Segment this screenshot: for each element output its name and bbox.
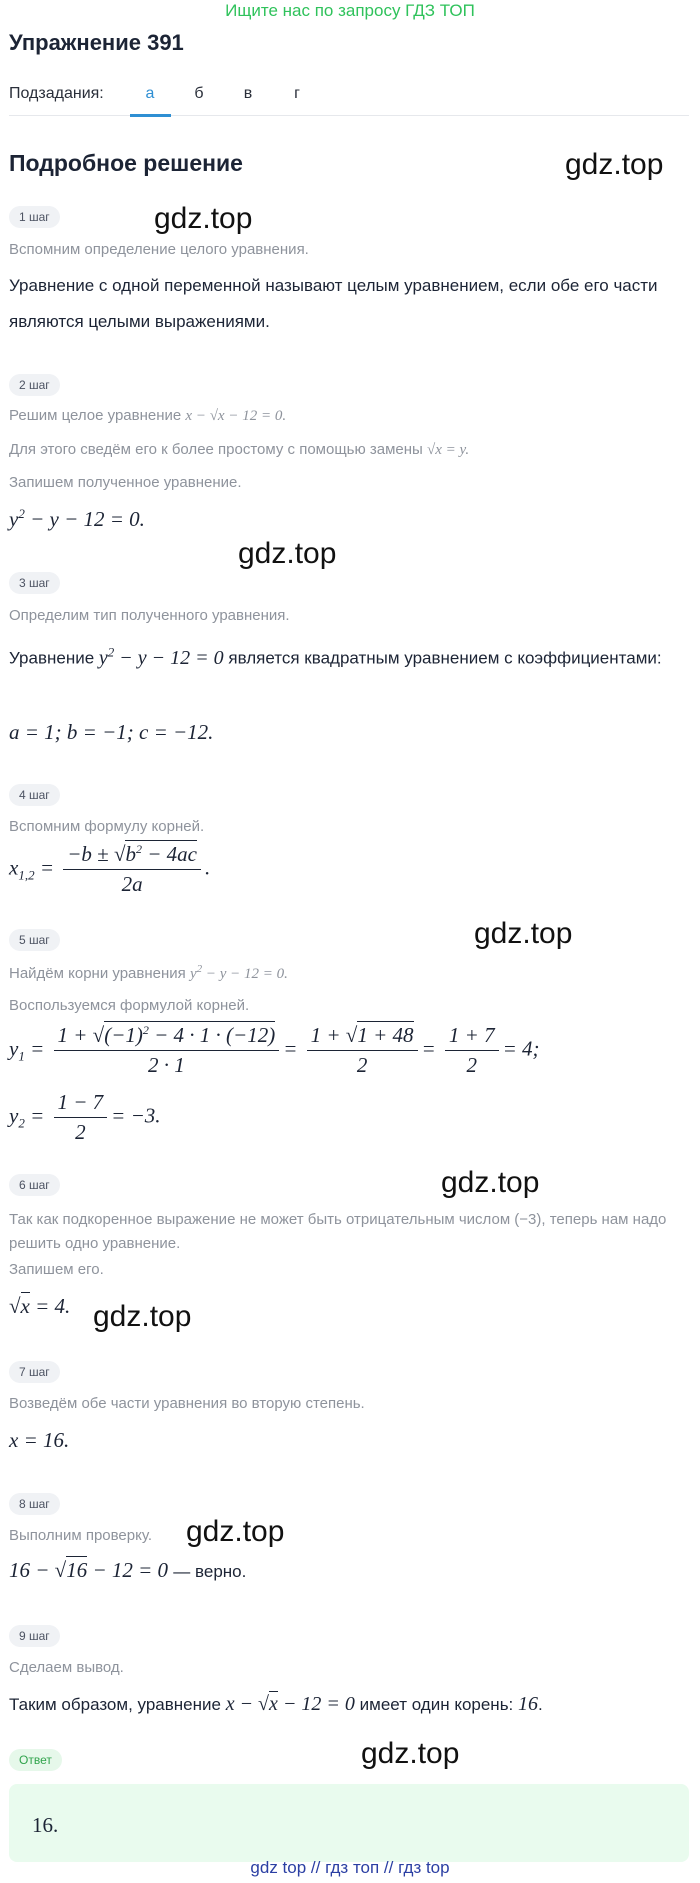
roots-formula: $x_{1,2}$ = $\frac{-b \pm √b^2 - 4ac}{2a}$ .	[9, 842, 211, 896]
step-hint: Решим целое уравнение x − √x − 12 = 0.	[9, 407, 287, 424]
watermark: gdz.top	[93, 1300, 192, 1333]
step-hint: Воспользуемся формулой корней.	[9, 997, 250, 1014]
watermark: gdz.top	[238, 537, 337, 570]
answer-box	[9, 1784, 689, 1862]
subtasks-label: Подзадания:	[9, 85, 104, 102]
step-hint: Для этого сведём его к более простому с помощью замены √x = y.	[9, 441, 470, 458]
check-equation: 16 − √16 − 12 = 0 — верно.	[9, 1558, 247, 1582]
equation: x = 16.	[9, 1428, 70, 1452]
section-title: Подробное решение	[9, 150, 243, 176]
step-hint: Найдём корни уравнения $y^2 - y - 12 = 0$.	[9, 963, 288, 982]
step-badge: 3 шаг	[9, 572, 60, 594]
step-hint: Так как подкоренное выражение не может быть отрицательным числом (−3), теперь нам надо решить одно уравнение.	[9, 1211, 667, 1252]
step-badge: 5 шаг	[9, 929, 60, 951]
answer-value: 16.	[32, 1813, 59, 1837]
footer-links[interactable]: gdz top // гдз топ // гдз top	[250, 1858, 450, 1877]
watermark: gdz.top	[154, 202, 253, 235]
step-badge: 1 шаг	[9, 206, 60, 228]
step-badge: 8 шаг	[9, 1493, 60, 1515]
step-hint: Вспомним определение целого уравнения.	[9, 241, 309, 258]
step-text: Уравнение с одной переменной называют целым уравнением, если обе его части являются целыми выражениями.	[9, 276, 658, 331]
watermark: gdz.top	[441, 1166, 540, 1199]
step-badge: 6 шаг	[9, 1174, 60, 1196]
page-title: Упражнение 391	[9, 30, 184, 55]
watermark: gdz.top	[474, 917, 573, 950]
conclusion-text: Таким образом, уравнение x − √x − 12 = 0 имеет один корень: 16.	[9, 1693, 543, 1715]
watermark: gdz.top	[361, 1737, 460, 1770]
tab-v[interactable]: в	[243, 85, 253, 102]
watermark: gdz.top	[186, 1515, 285, 1548]
step-hint: Запишем полученное уравнение.	[9, 474, 242, 491]
step-hint: Сделаем вывод.	[9, 1659, 124, 1676]
promo-banner[interactable]: Ищите нас по запросу ГДЗ ТОП	[225, 1, 475, 20]
step-hint: Определим тип полученного уравнения.	[9, 607, 290, 624]
step-badge: 4 шаг	[9, 784, 60, 806]
step-hint: Выполним проверку.	[9, 1527, 153, 1544]
tab-b[interactable]: б	[194, 85, 204, 102]
active-tab-indicator	[130, 114, 171, 117]
answer-badge: Ответ	[9, 1749, 62, 1771]
tab-g[interactable]: г	[294, 85, 300, 102]
step-badge: 2 шаг	[9, 374, 60, 396]
step-hint: Вспомним формулу корней.	[9, 818, 205, 835]
coefficients: a = 1; b = −1; c = −12.	[9, 720, 214, 744]
step-badge: 7 шаг	[9, 1361, 60, 1383]
tab-a[interactable]: а	[145, 85, 155, 102]
step-badge: 9 шаг	[9, 1625, 60, 1647]
watermark: gdz.top	[565, 148, 664, 181]
step-hint: Возведём обе части уравнения во вторую степень.	[9, 1395, 365, 1412]
tabs-divider	[9, 115, 689, 116]
equation: √x = 4.	[9, 1294, 71, 1318]
root-y1: $y_1$ = $\frac{1 + √(-1)^2 - 4 \cdot 1 \cdot (-12)}{2 \cdot 1}$ = $\frac{1 + √1 + 48}{2}$ = $\frac{1 + 7}{2}$ = 4;	[9, 1023, 540, 1077]
step-text: Уравнение $y^2 - y - 12 = 0$ является квадратным уравнением с коэффициентами:	[9, 644, 662, 669]
step-hint: Запишем его.	[9, 1261, 104, 1278]
equation: $y^2 - y - 12 = 0$.	[9, 506, 145, 531]
root-y2: $y_2$ = $\frac{1 - 7}{2}$ = −3.	[9, 1090, 161, 1144]
